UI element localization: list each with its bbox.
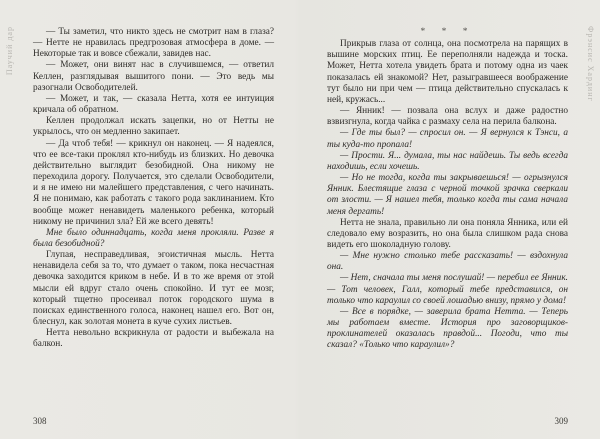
paragraph: — Да чтоб тебя! — крикнул он наконец. — Я надеялся, что ее все-таки проклял кто-нибудь из близких. Но девочка действительно выглядит безобидной. Она никому не переходила дорогу. Получается, это сделали Освободители, и я не имею ни малейшего представления, с чего начинать. Я не понимаю, как работать с такого рода заклинанием. Кто вообще может ненавидеть маленького ребенка, который никому не причинил зла? Ей же всего девять! <box>33 138 274 227</box>
paragraph: Нетта невольно вскрикнула от радости и выбежала на балкон. <box>33 328 274 350</box>
section-separator: * * * <box>420 27 475 37</box>
paragraph: Келлен продолжал искать зацепки, но от Нетты не укрылось, что он медленно закипает. <box>33 116 274 138</box>
paragraph: Прикрыв глаза от солнца, она посмотрела на парящих в вышине морских птиц. Ее переполняли надежда и тоска. Может, Нетта хотела увидеть брата и потому одна из чаек показалась ей знакомой? Нет, разыгравшееся воображение тут было ни при чем — птица действительно спускалась к ней, кружась... <box>327 39 568 105</box>
paragraph: — Янник! — позвала она вслух и даже радостно взвизгнула, когда чайка с размаху села на перила балкона. <box>327 106 568 128</box>
paragraph: — Но не тогда, когда ты закрываешься! — огрызнулся Янник. Блестящие глаза с черной точкой зрачка сверкали от злости. — Я нашел тебя, только когда ты сама начала меня дергать! <box>327 173 568 217</box>
page-number-right: 309 <box>554 416 568 426</box>
page-number-left: 308 <box>33 416 47 426</box>
page-right-text <box>327 27 568 352</box>
paragraph: — Где ты был? — спросил он. — Я вернулся к Тэнси, а ты куда-то пропала! <box>327 128 568 150</box>
paragraph: — Прости. Я... думала, ты нас найдешь. Ты ведь всегда находишь, если хочешь. <box>327 150 568 172</box>
paragraph: Мне было одиннадцать, когда меня прокляли. Разве я была безобидной? <box>33 227 274 249</box>
paragraph: — Мне нужно столько тебе рассказать! — вздохнула она. <box>327 251 568 273</box>
paragraph: — Нет, сначала ты меня послушай! — перебил ее Янник. — Тот человек, Галл, который тебе представился, он только что караулил со своей лошадью внизу, прямо у дома! <box>327 273 568 306</box>
paragraph: — Все в порядке, — заверила брата Нетта. — Теперь мы работаем вместе. История про заговорщиков-проклинателей оказалась правдой... Погоди, что ты сказал? «Только что караулил»? <box>327 306 568 351</box>
page-right <box>300 0 600 439</box>
paragraph: Нетта не знала, правильно ли она поняла Янника, или ей следовало ему возразить, но она была слишком рада снова видеть его шоколадную голову. <box>327 217 568 250</box>
author-name-vertical: Фрэнсис Хардинг <box>586 26 595 102</box>
page-left-text <box>33 27 274 351</box>
paragraph: — Может, и так, — сказала Нетта, хотя ее интуиция кричала об обратном. <box>33 93 274 116</box>
paragraph: — Ты заметил, что никто здесь не смотрит нам в глаза? — Нетте не нравилась предгрозовая атмосфера в доме. — Некоторые так и вовсе сбежали, завидев нас. <box>33 27 274 60</box>
paragraph: — Может, они винят нас в случившемся, — ответил Келлен, разглядывая вышитого пони. — Это ведь мы разогнали Освободителей. <box>33 60 274 93</box>
paragraph: Глупая, несправедливая, эгоистичная мысль. Нетта ненавидела себя за то, что думает о таком, пока несчастная девочка заходится криком в небе. И в то же время от этой мысли ей вдруг стало очень спокойно. И тут ее мозг, который тщетно просеивал поток городского шума в поисках единственного голоса, наконец нашел его. Вот он, блеснул, как золотая монета в куче сухих листьев. <box>33 250 274 328</box>
book-title-vertical: Паучий дар <box>5 26 14 76</box>
